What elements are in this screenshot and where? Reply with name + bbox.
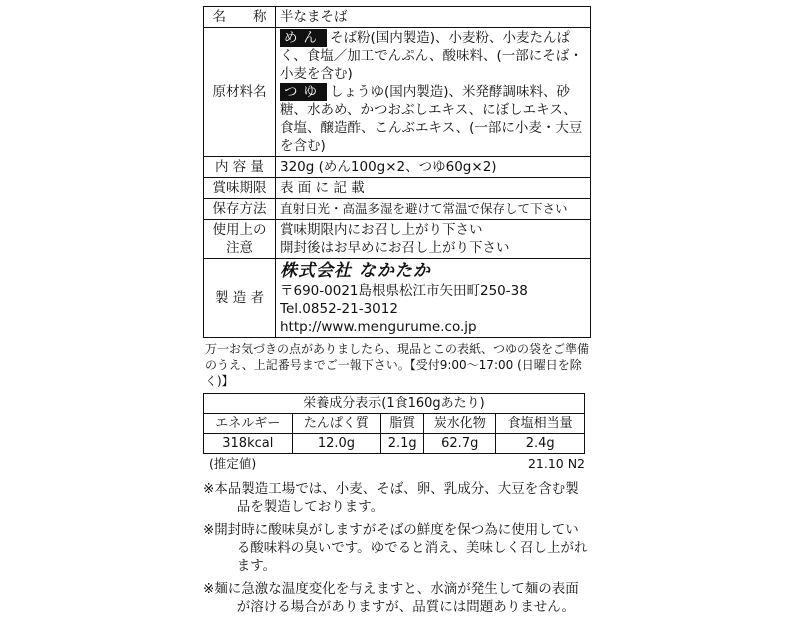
nutrition-footer xyxy=(203,454,591,472)
soup-ingredients xyxy=(280,83,586,155)
soup-ingredients-text: しょうゆ(国内製造)、米発酵調味料、砂糖、水あめ、かつおぶしエキス、にぼしエキス、食塩、醸造酢、こんぶエキス、(一部に小麦・大豆を含む) xyxy=(280,84,583,154)
nutrition-header-cell: 食塩相当量 xyxy=(496,414,585,434)
note-item: ※開封時に酸味臭がしますがそばの鮮度を保つ為に使用している酸味料の臭いです。ゆでると消え、美味しく召し上がれます。 xyxy=(203,522,588,574)
name-label: 名 称 xyxy=(204,7,276,28)
notes-section xyxy=(203,480,591,616)
usage-row xyxy=(204,220,591,259)
nutrition-value-cell: 2.1g xyxy=(381,434,424,454)
expiry-row xyxy=(204,178,591,199)
nutrition-value-row xyxy=(204,434,585,454)
nutrition-header-cell: たんぱく質 xyxy=(292,414,381,434)
content-value: 320g (めん100g×2、つゆ60g×2) xyxy=(276,157,591,178)
nutrition-header-row xyxy=(204,414,585,434)
maker-value xyxy=(276,259,591,338)
content-label: 内 容 量 xyxy=(204,157,276,178)
contact-notice: 万一お気づきの点がありましたら、現品とこの表紙、つゆの袋をご準備のうえ、上記番号までご一報下さい。【受付9:00～17:00 (日曜日を除く)】 xyxy=(205,342,590,388)
storage-value: 直射日光・高温多湿を避けて常温で保存して下さい xyxy=(276,199,591,220)
soup-badge: つゆ xyxy=(280,83,327,101)
content-row xyxy=(204,157,591,178)
company-name: 株式会社 なかたか xyxy=(280,261,431,281)
company-url: http://www.mengurume.co.jp xyxy=(280,319,477,335)
nutrition-title: 栄養成分表示(1食160gあたり) xyxy=(204,394,585,414)
noodle-ingredients-text: そば粉(国内製造)、小麦粉、小麦たんぱく、食塩／加工でんぷん、酸味料、(一部にそば・小麦を含む) xyxy=(280,30,583,82)
storage-label: 保存方法 xyxy=(204,199,276,220)
ingredients-row xyxy=(204,28,591,157)
maker-row xyxy=(204,259,591,338)
expiry-value: 表 面 に 記 載 xyxy=(276,178,591,199)
nutrition-header-cell: 脂質 xyxy=(381,414,424,434)
nutrition-header-cell: エネルギー xyxy=(204,414,293,434)
nutrition-value-cell: 318kcal xyxy=(204,434,293,454)
lot-code: 21.10 N2 xyxy=(527,456,585,471)
note-item: ※麺に急激な温度変化を与えますと、水滴が発生して麺の表面が溶ける場合がありますが、品質には問題ありません。 xyxy=(203,581,579,615)
product-info-table xyxy=(203,6,591,338)
expiry-label: 賞味期限 xyxy=(204,178,276,199)
storage-row xyxy=(204,199,591,220)
name-row xyxy=(204,7,591,28)
name-value: 半なまそば xyxy=(276,7,591,28)
ingredients-value xyxy=(276,28,591,157)
note-item: ※本品製造工場では、小麦、そば、卵、乳成分、大豆を含む製品を製造しております。 xyxy=(203,481,579,515)
ingredients-label: 原材料名 xyxy=(204,28,276,157)
usage-label: 使用上の注意 xyxy=(204,220,276,259)
usage-value xyxy=(276,220,591,259)
nutrition-value-cell: 12.0g xyxy=(292,434,381,454)
food-label xyxy=(203,6,591,621)
nutrition-value-cell: 62.7g xyxy=(424,434,496,454)
company-tel: Tel.0852-21-3012 xyxy=(280,301,398,317)
company-address: 〒690-0021島根県松江市矢田町250-38 xyxy=(280,283,528,299)
maker-label: 製 造 者 xyxy=(204,259,276,338)
noodle-ingredients xyxy=(280,29,586,83)
noodle-badge: めん xyxy=(280,29,327,47)
usage-line-1: 賞味期限内にお召し上がり下さい xyxy=(280,222,483,238)
nutrition-value-cell: 2.4g xyxy=(496,434,585,454)
nutrition-table xyxy=(203,393,585,454)
estimate-note: (推定値) xyxy=(209,456,257,471)
nutrition-header-cell: 炭水化物 xyxy=(424,414,496,434)
nutrition-title-row xyxy=(204,394,585,414)
usage-line-2: 開封後はお早めにお召し上がり下さい xyxy=(280,240,510,256)
